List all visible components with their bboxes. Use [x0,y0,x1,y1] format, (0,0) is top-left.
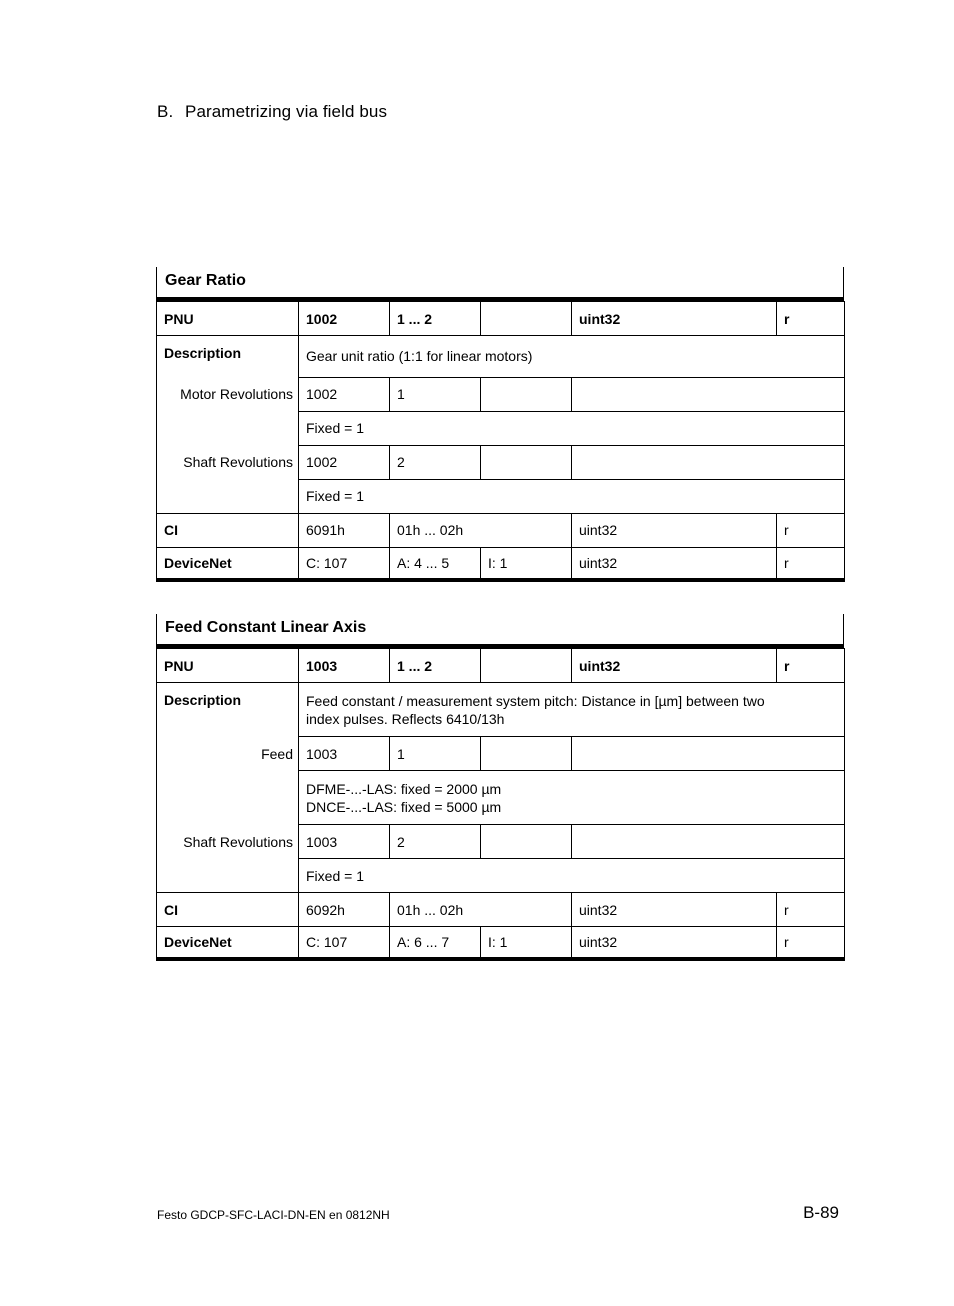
devicenet-access: r [777,927,845,960]
ci-index: 6092h [299,893,390,927]
pnu-label: PNU [157,649,299,683]
pnu-access: r [777,302,845,336]
ci-label: CI [157,893,299,927]
pnu-row [157,302,845,336]
sub-row [157,737,845,771]
pnu-label: PNU [157,302,299,336]
sub-index: 2 [390,825,481,859]
sub-index: 2 [390,445,481,479]
sub-note-row [157,479,845,513]
label-spacer [157,771,299,825]
sub-note-row [157,859,845,893]
devicenet-class: C: 107 [299,547,390,580]
label-spacer [157,411,299,445]
description-label: Description [157,336,299,378]
devicenet-instance: I: 1 [481,927,572,960]
sub-empty [481,825,572,859]
sub-pnu: 1002 [299,377,390,411]
pnu-row [157,649,845,683]
sub-index: 1 [390,737,481,771]
devicenet-access: r [777,547,845,580]
sub-note [299,771,845,825]
section-header [157,102,387,122]
sub-row [157,825,845,859]
devicenet-row [157,547,845,580]
sub-empty-wide [572,737,845,771]
pnu-value: 1002 [299,302,390,336]
devicenet-attribute: A: 4 ... 5 [390,547,481,580]
description-text: Gear unit ratio (1:1 for linear motors) [299,336,845,378]
sub-note-row [157,411,845,445]
sub-note-line: DFME-...-LAS: fixed = 2000 µm [306,781,502,797]
sub-note-line: DNCE-...-LAS: fixed = 5000 µm [306,799,502,815]
ci-access: r [777,893,845,927]
page-number: B-89 [803,1203,839,1222]
sub-label-motor-revolutions: Motor Revolutions [157,377,299,411]
sub-pnu: 1003 [299,825,390,859]
description-line: index pulses. Reflects 6410/13h [306,711,505,727]
label-spacer [157,479,299,513]
sub-empty [481,377,572,411]
sub-empty [481,445,572,479]
devicenet-type: uint32 [572,547,777,580]
sub-row [157,377,845,411]
sub-pnu: 1003 [299,737,390,771]
ci-row [157,893,845,927]
ci-type: uint32 [572,513,777,547]
description-line: Feed constant / measurement system pitch: Distance in [µm] between two [306,693,765,709]
devicenet-class: C: 107 [299,927,390,960]
footer-text: Festo GDCP-SFC-LACI-DN-EN en 0812NH [157,1208,390,1222]
sub-pnu: 1002 [299,445,390,479]
sub-empty-wide [572,825,845,859]
pnu-value: 1003 [299,649,390,683]
section-number: B. [157,102,174,121]
sub-note: Fixed = 1 [299,479,845,513]
sub-label-shaft-revolutions: Shaft Revolutions [157,445,299,479]
sub-label-feed: Feed [157,737,299,771]
sub-index: 1 [390,377,481,411]
ci-index: 6091h [299,513,390,547]
table-title: Feed Constant Linear Axis [156,614,844,648]
section-title: Parametrizing via field bus [185,102,388,121]
table-title: Gear Ratio [156,267,844,301]
ci-access: r [777,513,845,547]
devicenet-row [157,927,845,960]
sub-label-shaft-revolutions: Shaft Revolutions [157,825,299,859]
pnu-empty [481,302,572,336]
pnu-empty [481,649,572,683]
devicenet-type: uint32 [572,927,777,960]
devicenet-instance: I: 1 [481,547,572,580]
gear-ratio-table [156,267,844,582]
description-text [299,683,845,737]
sub-empty-wide [572,445,845,479]
description-row [157,336,845,378]
ci-type: uint32 [572,893,777,927]
sub-note: Fixed = 1 [299,859,845,893]
ci-label: CI [157,513,299,547]
pnu-subindex: 1 ... 2 [390,302,481,336]
pnu-type: uint32 [572,302,777,336]
devicenet-attribute: A: 6 ... 7 [390,927,481,960]
devicenet-label: DeviceNet [157,547,299,580]
pnu-access: r [777,649,845,683]
sub-empty-wide [572,377,845,411]
description-label: Description [157,683,299,737]
sub-note-row [157,771,845,825]
pnu-subindex: 1 ... 2 [390,649,481,683]
label-spacer [157,859,299,893]
feed-constant-table [156,614,844,961]
ci-subindex: 01h ... 02h [390,513,572,547]
description-row [157,683,845,737]
sub-row [157,445,845,479]
ci-row [157,513,845,547]
pnu-type: uint32 [572,649,777,683]
sub-note: Fixed = 1 [299,411,845,445]
sub-empty [481,737,572,771]
ci-subindex: 01h ... 02h [390,893,572,927]
devicenet-label: DeviceNet [157,927,299,960]
